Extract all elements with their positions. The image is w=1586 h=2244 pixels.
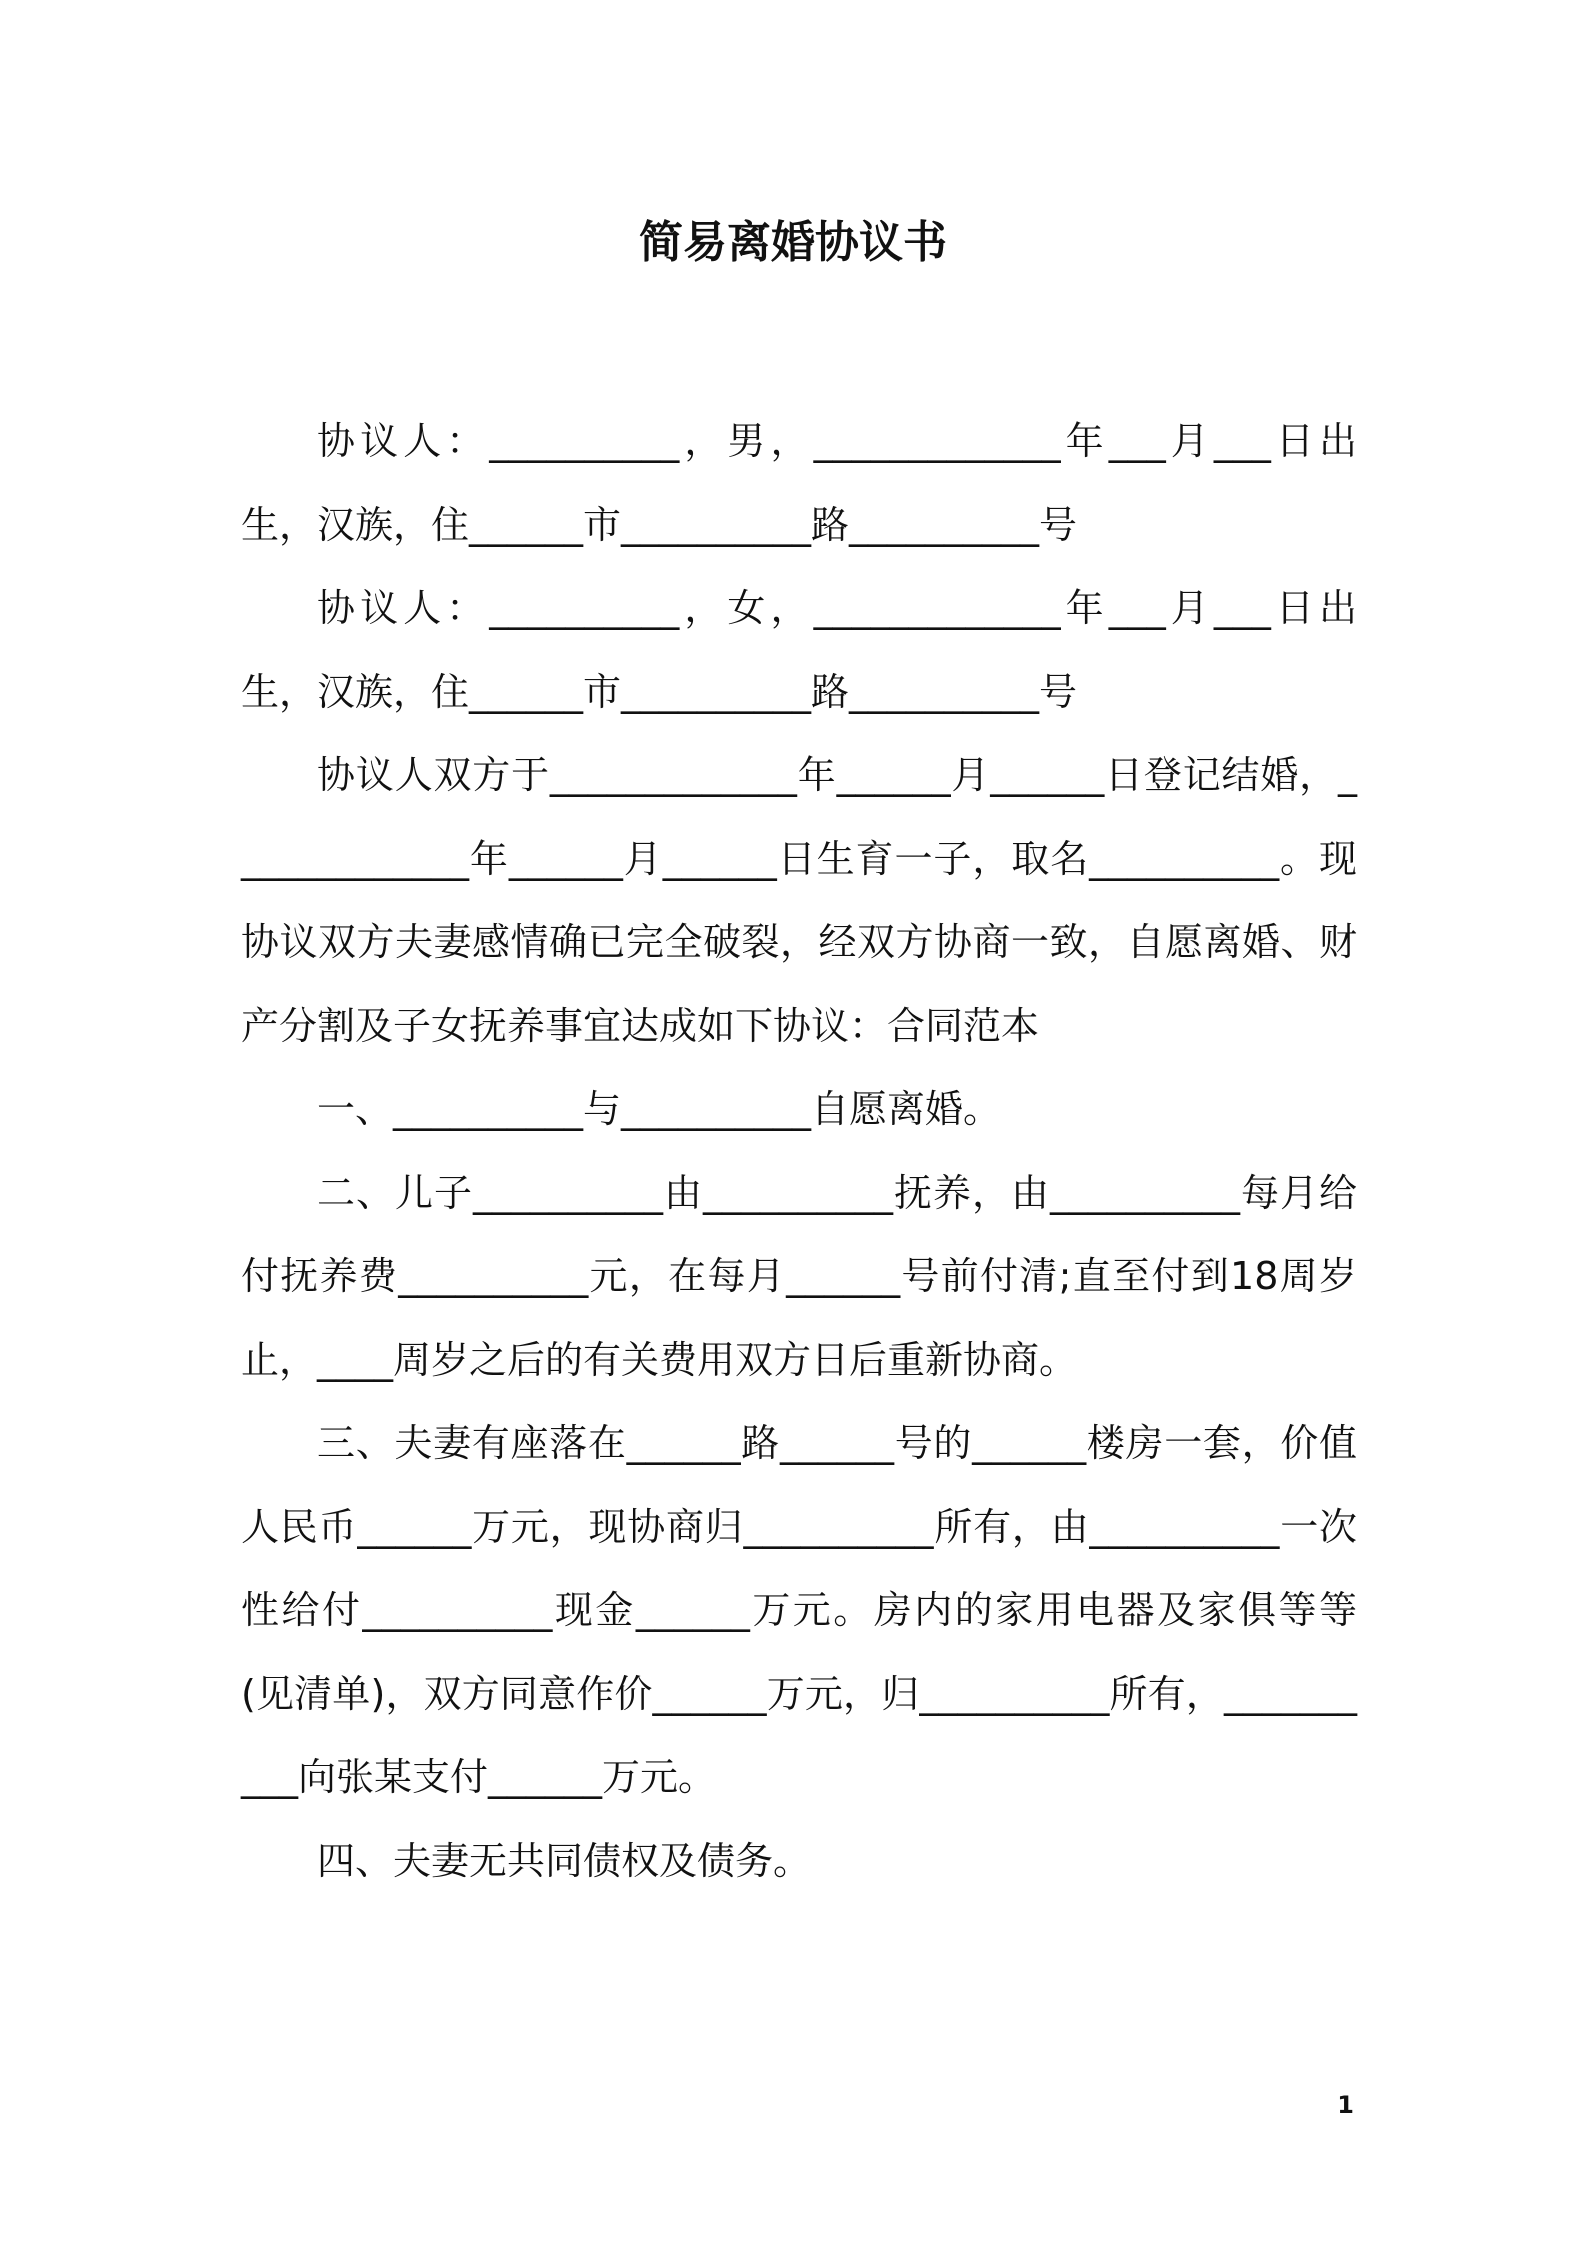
clause-one: 一、__________与__________自愿离婚。 xyxy=(317,1087,1002,1131)
paragraph-party-female: 协议人：__________，女，_____________年___月___日出生，汉族，住______市__________路__________号 xyxy=(241,586,1357,714)
document-title: 简易离婚协议书 xyxy=(639,217,947,268)
paragraph-marriage-info: 协议人双方于_____________年______月______日登记结婚，_____________年______月______日生育一子，取名__________。现协议双方夫妻感情确已完全破裂，经双方协商一致，自愿离婚、财产分割及子女抚养事宜达成如下协议：合同范本 xyxy=(241,753,1357,1048)
paragraph-party-male: 协议人：__________，男，_____________年___月___日出生，汉族，住______市__________路__________号 xyxy=(241,419,1357,547)
page-number: 1 xyxy=(1337,2091,1354,2119)
clause-four: 四、夫妻无共同债权及债务。 xyxy=(317,1838,812,1883)
clause-two: 二、儿子__________由__________抚养，由__________每月给付抚养费__________元，在每月______号前付清;直至付到18周岁止，____周岁之后的有关费用双方日后重新协商。 xyxy=(241,1170,1357,1382)
document-body xyxy=(241,400,1357,1903)
clause-three: 三、夫妻有座落在______路______号的______楼房一套，价值人民币______万元，现协商归__________所有，由__________一次性给付__________现金______万元。房内的家用电器及家俱等等(见清单)，双方同意作价______万元，归__________所有，__________向张某支付______万元。 xyxy=(241,1421,1357,1799)
